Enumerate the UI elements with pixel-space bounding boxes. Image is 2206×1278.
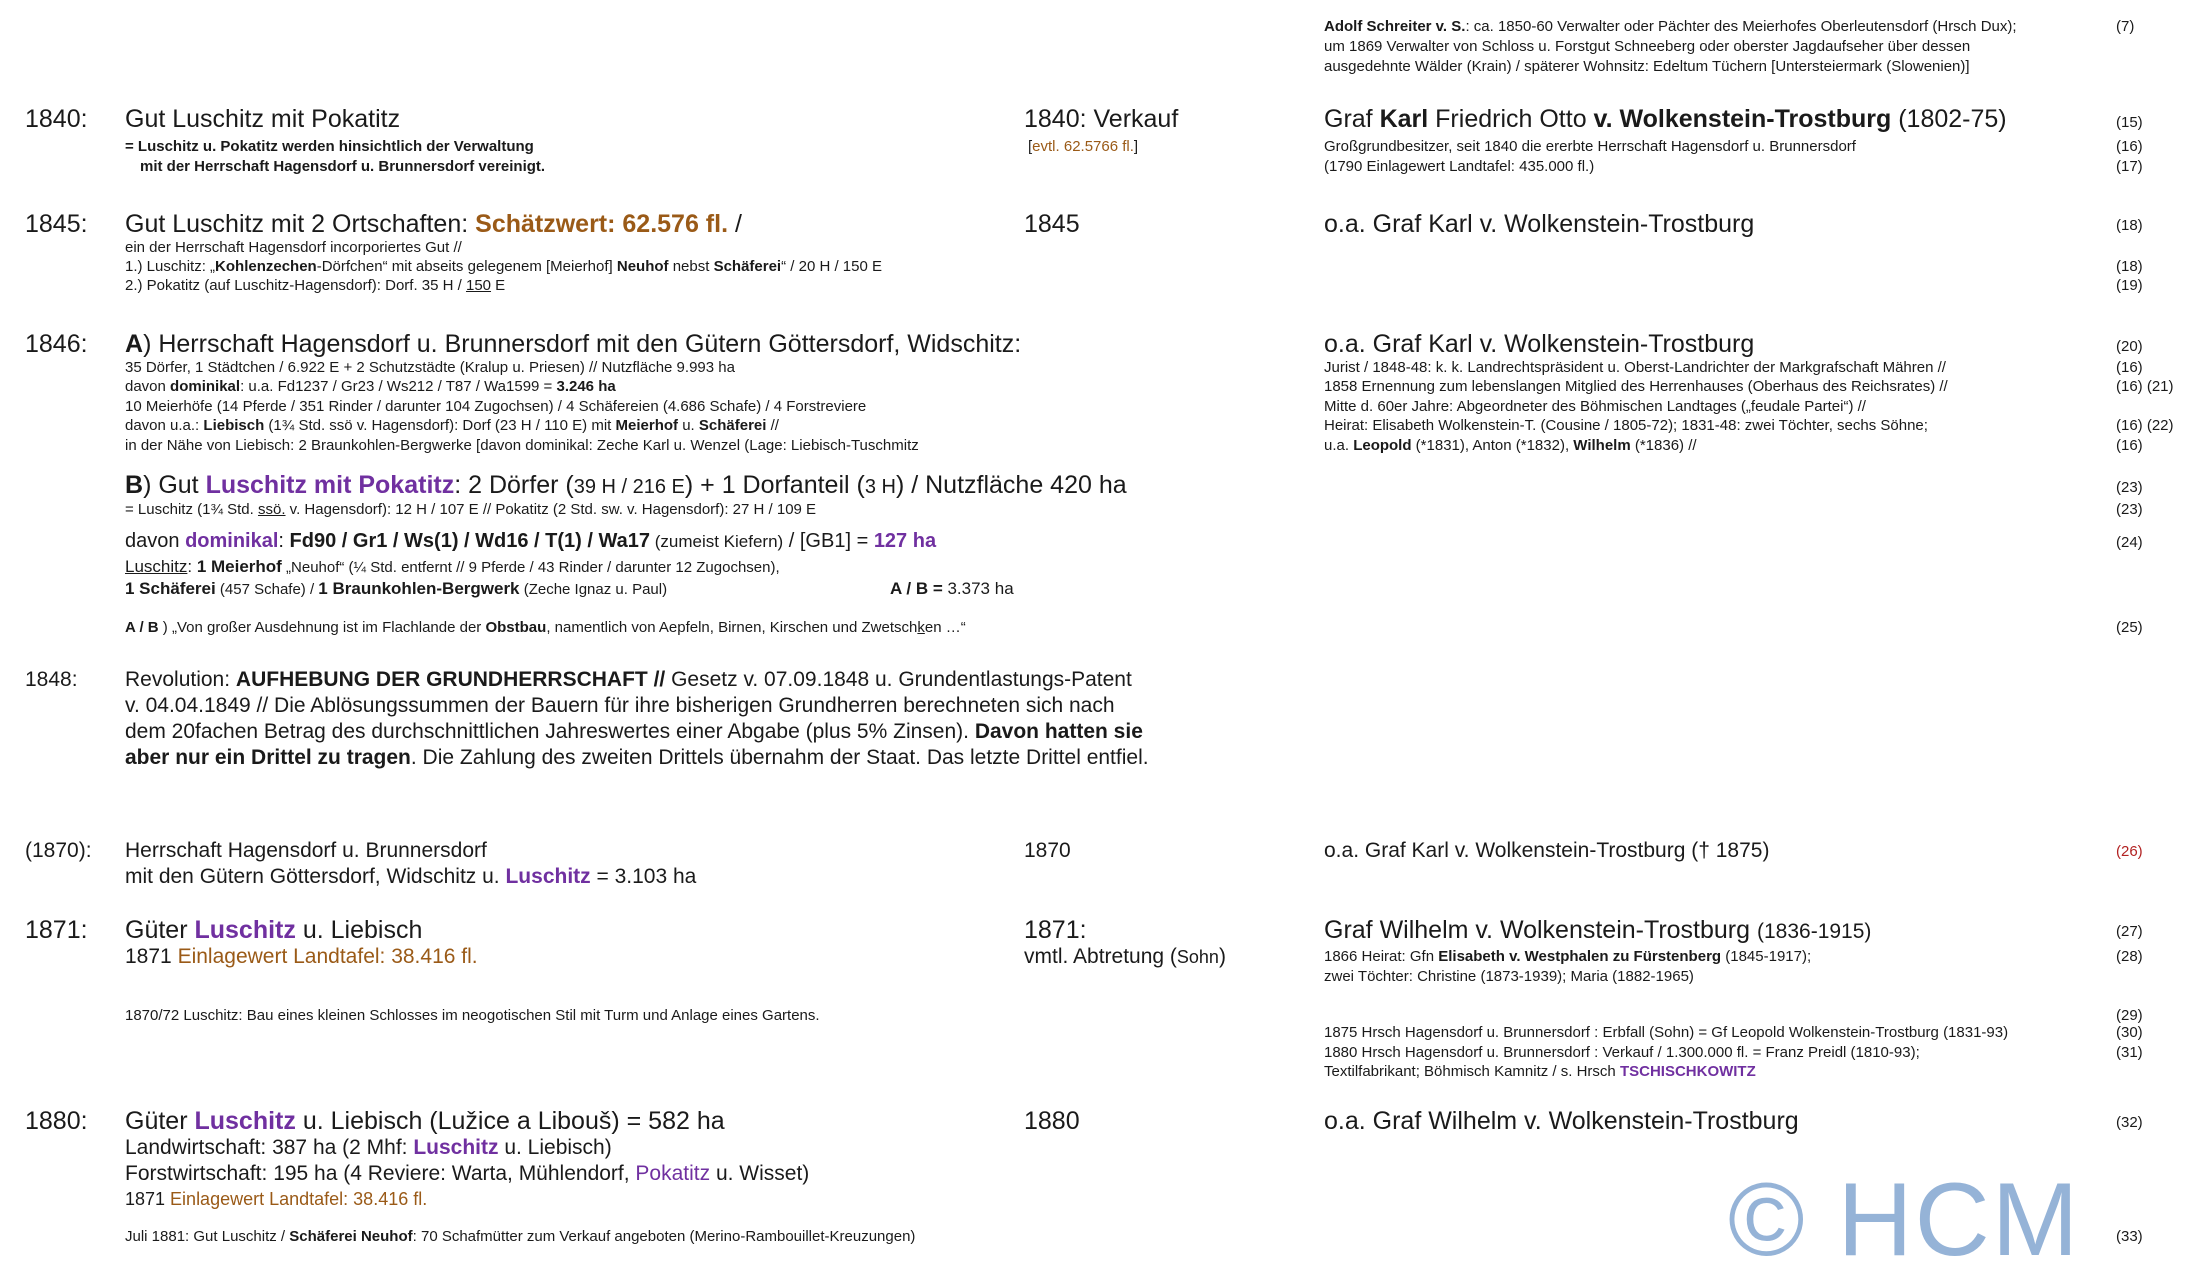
- event-1840-sub: [evtl. 62.5766 fl.]: [1028, 138, 1139, 155]
- owner-1871-line4: 1880 Hrsch Hagensdorf u. Brunnersdorf : Verkauf / 1.300.000 fl. = Franz Preidl (1810-93);: [1324, 1044, 1920, 1061]
- entry-1845-line2: 1.) Luschitz: „Kohlenzechen-Dörfchen“ mit abseits gelegenem [Meierhof] Neuhof nebst Schäferei“ / 20 H / 150 E: [125, 258, 882, 275]
- entry-1848-line3: dem 20fachen Betrag des durchschnittlichen Jahreswertes einer Abgabe (plus 5% Zinsen). Davon hatten sie: [125, 720, 1143, 743]
- ref-number: (19): [2116, 277, 2143, 294]
- note-text: : ca. 1850-60 Verwalter oder Pächter des Meierhofes Oberleutensdorf (Hrsch Dux);: [1465, 18, 2017, 35]
- owner-1840: Graf Karl Friedrich Otto v. Wolkenstein-Trostburg (1802-75): [1324, 105, 2007, 133]
- entry-1846-b-line4: 1 Schäferei (457 Schafe) / 1 Braunkohlen-Bergwerk (Zeche Ignaz u. Paul): [125, 579, 668, 598]
- top-note-line1: [1324, 17, 2017, 37]
- owner-1880: o.a. Graf Wilhelm v. Wolkenstein-Trostburg: [1324, 1107, 1799, 1135]
- entry-1846-a-line5: in der Nähe von Liebisch: 2 Braunkohlen-Bergwerke [davon dominikal: Zeche Karl u. Wenzel (Lage: Liebisch-Tuschmitz: [125, 437, 919, 454]
- entry-1880-line1: Landwirtschaft: 387 ha (2 Mhf: Luschitz u. Liebisch): [125, 1136, 612, 1159]
- top-note-line3: ausgedehnte Wälder (Krain) / späterer Wohnsitz: Edeltum Tüchern [Untersteiermark (Slowenien)]: [1324, 58, 1970, 75]
- owner-1871-line1: 1866 Heirat: Gfn Elisabeth v. Westphalen zu Fürstenberg (1845-1917);: [1324, 948, 1812, 965]
- owner-1845: o.a. Graf Karl v. Wolkenstein-Trostburg: [1324, 210, 1755, 238]
- owner-1840-line1: Großgrundbesitzer, seit 1840 die ererbte Herrschaft Hagensdorf u. Brunnersdorf: [1324, 138, 1856, 155]
- ref-number: (16): [2116, 138, 2143, 155]
- ref-number: (28): [2116, 948, 2143, 965]
- ref-number: (32): [2116, 1114, 2143, 1131]
- ref-number: (33): [2116, 1228, 2143, 1245]
- owner-1871-line3: 1875 Hrsch Hagensdorf u. Brunnersdorf : Erbfall (Sohn) = Gf Leopold Wolkenstein-Trostburg (1831-93): [1324, 1024, 2009, 1041]
- ref-number: (23): [2116, 479, 2143, 496]
- entry-1846-a-line2: davon dominikal: u.a. Fd1237 / Gr23 / Ws212 / T87 / Wa1599 = 3.246 ha: [125, 378, 616, 395]
- entry-1846-b-title: B) Gut Luschitz mit Pokatitz: 2 Dörfer (39 H / 216 E) + 1 Dorfanteil (3 H) / Nutzfläche 420 ha: [125, 471, 1127, 499]
- copyright-watermark: © HCM: [1728, 1162, 2081, 1278]
- entry-1871-title: Güter Luschitz u. Liebisch: [125, 916, 423, 944]
- entry-1870-line2: mit den Gütern Göttersdorf, Widschitz u. Luschitz = 3.103 ha: [125, 865, 697, 888]
- entry-1880-line3: 1871 Einlagewert Landtafel: 38.416 fl.: [125, 1189, 428, 1209]
- entry-1840-sub1: = Luschitz u. Pokatitz werden hinsichtlich der Verwaltung: [125, 138, 534, 155]
- ab-ratio: A / B = 3.373 ha: [890, 579, 1014, 598]
- owner-1871-line2: zwei Töchter: Christine (1873-1939); Maria (1882-1965): [1324, 968, 1694, 985]
- entry-1845-line3: 2.) Pokatitz (auf Luschitz-Hagensdorf): Dorf. 35 H / 150 E: [125, 277, 506, 294]
- ref-number: (16): [2116, 437, 2143, 454]
- ref-number: (7): [2116, 18, 2135, 35]
- person-name: Adolf Schreiter v. S.: [1324, 18, 1466, 35]
- entry-1846-a-line1: 35 Dörfer, 1 Städtchen / 6.922 E + 2 Schutzstädte (Kralup u. Priesen) // Nutzfläche 9.993 ha: [125, 359, 735, 376]
- year-1845: 1845:: [25, 210, 88, 238]
- entry-1848-line1: Revolution: AUFHEBUNG DER GRUNDHERRSCHAFT // Gesetz v. 07.09.1848 u. Grundentlastungs-Patent: [125, 668, 1132, 691]
- ref-number: (20): [2116, 338, 2143, 355]
- owner-1846-line2: 1858 Ernennung zum lebenslangen Mitglied des Herrenhauses (Oberhaus des Reichsrates) //: [1324, 378, 1948, 395]
- event-1880: 1880: [1024, 1107, 1080, 1135]
- year-1840: 1840:: [25, 105, 88, 133]
- year-1846: 1846:: [25, 330, 88, 358]
- owner-1871: Graf Wilhelm v. Wolkenstein-Trostburg (1836-1915): [1324, 916, 1872, 944]
- entry-1840-sub2: mit der Herrschaft Hagensdorf u. Brunnersdorf vereinigt.: [140, 158, 546, 175]
- ref-number: (18): [2116, 217, 2143, 234]
- entry-1846-b-line3: Luschitz: 1 Meierhof „Neuhof“ (¼ Std. entfernt // 9 Pferde / 43 Rinder / darunter 12 Zugochsen),: [125, 557, 780, 576]
- year-1871: 1871:: [25, 916, 88, 944]
- ref-number: (30): [2116, 1024, 2143, 1041]
- owner-1846-line3: Mitte d. 60er Jahre: Abgeordneter des Böhmischen Landtages („feudale Partei“) //: [1324, 398, 1866, 415]
- entry-1845-title: Gut Luschitz mit 2 Ortschaften: Schätzwert: 62.576 fl. /: [125, 210, 742, 238]
- ref-number: (23): [2116, 501, 2143, 518]
- ab-quote: A / B ) „Von großer Ausdehnung ist im Flachlande der Obstbau, namentlich von Aepfeln, Birnen, Kirschen und Zwetschken …“: [125, 619, 966, 636]
- ref-number: (16) (22): [2116, 417, 2174, 434]
- event-1840: 1840: Verkauf: [1024, 105, 1179, 133]
- entry-1846-a-line4: davon u.a.: Liebisch (1¾ Std. ssö v. Hagensdorf): Dorf (23 H / 110 E) mit Meierhof u. Schäferei //: [125, 417, 779, 434]
- year-1870: (1870):: [25, 839, 92, 862]
- entry-1840-title: Gut Luschitz mit Pokatitz: [125, 105, 401, 133]
- entry-1870-line1: Herrschaft Hagensdorf u. Brunnersdorf: [125, 839, 487, 862]
- entry-1880-note: Juli 1881: Gut Luschitz / Schäferei Neuhof: 70 Schafmütter zum Verkauf angeboten (Merino-Rambouillet-Kreuzungen): [125, 1228, 916, 1245]
- event-1870: 1870: [1024, 839, 1071, 862]
- event-1871: 1871:: [1024, 916, 1087, 944]
- entry-1848-line4: aber nur ein Drittel zu tragen. Die Zahlung des zweiten Drittels übernahm der Staat. Das letzte Drittel entfiel.: [125, 746, 1149, 769]
- ref-number: (16) (21): [2116, 378, 2174, 395]
- entry-1846-b-line1: = Luschitz (1¾ Std. ssö. v. Hagensdorf): 12 H / 107 E // Pokatitz (2 Std. sw. v. Hagensdorf): 27 H / 109 E: [125, 501, 817, 518]
- owner-1846-line1: Jurist / 1848-48: k. k. Landrechtspräsident u. Oberst-Landrichter der Markgrafschaft Mähren //: [1324, 359, 1946, 376]
- entry-1848-line2: v. 04.04.1849 // Die Ablösungssummen der Bauern für ihre bisherigen Grundherren berechneten sich nach: [125, 694, 1115, 717]
- owner-1870: o.a. Graf Karl v. Wolkenstein-Trostburg († 1875): [1324, 839, 1770, 862]
- entry-1845-line1: ein der Herrschaft Hagensdorf incorporiertes Gut //: [125, 239, 462, 256]
- owner-1846-line5: u.a. Leopold (*1831), Anton (*1832), Wilhelm (*1836) //: [1324, 437, 1697, 454]
- entry-1871-line1: 1871 Einlagewert Landtafel: 38.416 fl.: [125, 945, 478, 968]
- ref-number: (24): [2116, 534, 2143, 551]
- top-note-line2: um 1869 Verwalter von Schloss u. Forstgut Schneeberg oder oberster Jagdaufseher über dessen: [1324, 38, 1971, 55]
- ref-number: (16): [2116, 359, 2143, 376]
- event-1845: 1845: [1024, 210, 1080, 238]
- event-1871-sub: vmtl. Abtretung (Sohn): [1024, 945, 1226, 968]
- entry-1880-title: Güter Luschitz u. Liebisch (Lužice a Libouš) = 582 ha: [125, 1107, 725, 1135]
- year-1848: 1848:: [25, 668, 78, 691]
- owner-1871-line5: Textilfabrikant; Böhmisch Kamnitz / s. Hrsch TSCHISCHKOWITZ: [1324, 1063, 1756, 1080]
- ref-number: (18): [2116, 258, 2143, 275]
- owner-1846-line4: Heirat: Elisabeth Wolkenstein-T. (Cousine / 1805-72); 1831-48: zwei Töchter, sechs Söhne;: [1324, 417, 1928, 434]
- entry-1846-a-title: A) Herrschaft Hagensdorf u. Brunnersdorf mit den Gütern Göttersdorf, Widschitz:: [125, 330, 1022, 358]
- entry-1846-a-line3: 10 Meierhöfe (14 Pferde / 351 Rinder / darunter 104 Zugochsen) / 4 Schäfereien (4.686 Schafe) / 4 Forstreviere: [125, 398, 867, 415]
- ref-number: (26): [2116, 843, 2143, 860]
- ref-number: (25): [2116, 619, 2143, 636]
- entry-1846-b-line2: davon dominikal: Fd90 / Gr1 / Ws(1) / Wd16 / T(1) / Wa17 (zumeist Kiefern) / [GB1] = 127 ha: [125, 530, 937, 552]
- owner-1846: o.a. Graf Karl v. Wolkenstein-Trostburg: [1324, 330, 1755, 358]
- ref-number: (27): [2116, 923, 2143, 940]
- owner-1840-line2: (1790 Einlagewert Landtafel: 435.000 fl.): [1324, 158, 1595, 175]
- year-1880: 1880:: [25, 1107, 88, 1135]
- entry-1880-line2: Forstwirtschaft: 195 ha (4 Reviere: Warta, Mühlendorf, Pokatitz u. Wisset): [125, 1162, 810, 1185]
- ref-number: (17): [2116, 158, 2143, 175]
- ref-number: (29): [2116, 1007, 2143, 1024]
- entry-1871-note: 1870/72 Luschitz: Bau eines kleinen Schlosses im neogotischen Stil mit Turm und Anlage eines Gartens.: [125, 1007, 820, 1024]
- ref-number: (15): [2116, 114, 2143, 131]
- ref-number: (31): [2116, 1044, 2143, 1061]
